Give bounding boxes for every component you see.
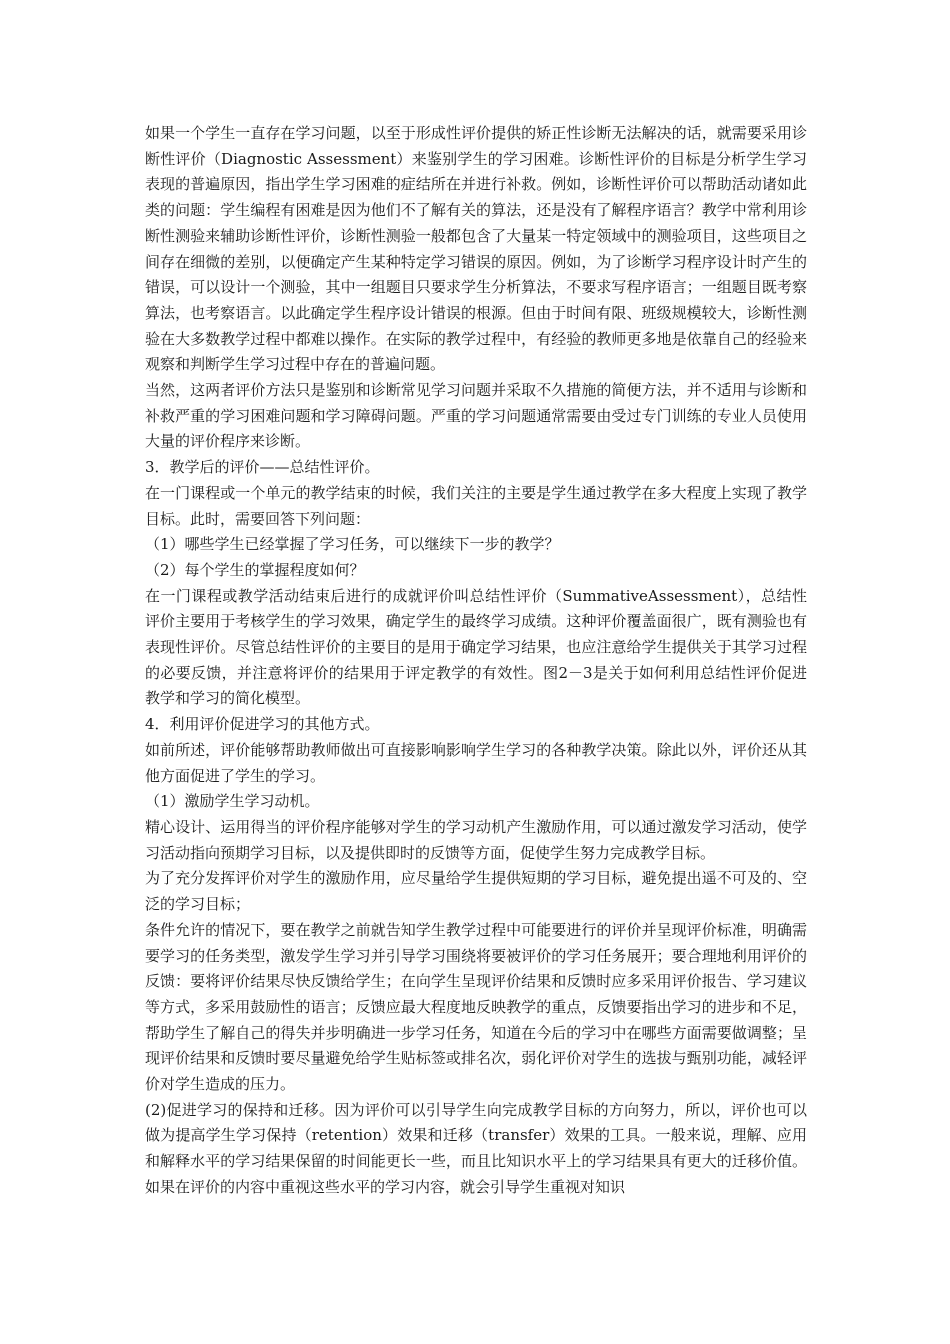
- paragraph-as-mentioned: 如前所述，评价能够帮助教师做出可直接影响影响学生学习的各种教学决策。除此以外，评价还从其他方面促进了学生的学习。: [145, 740, 807, 785]
- paragraph-feedback: 条件允许的情况下，要在教学之前就告知学生教学过程中可能要进行的评价并呈现评价标准，明确需要学习的任务类型，激发学生学习并引导学习围绕将要被评价的学习任务展开；要合理地利用评价的反馈：要将评价结果尽快反馈给学生；在向学生呈现评价结果和反馈时应多采用评价报告、学习建议等方式，多采用鼓励性的语言；反馈应最大程度地反映教学的重点，反馈要指出学习的进步和不足，帮助学生了解自己的得失并步明确进一步学习任务，知道在今后的学习中在哪些方面需要做调整；呈现评价结果和反馈时要尽量避免给学生贴标签或排名次，弱化评价对学生的选拔与甄别功能，减轻评价对学生造成的压力。: [145, 920, 807, 1094]
- question-item-1: （1）哪些学生已经掌握了学习任务，可以继续下一步的教学？: [145, 535, 560, 554]
- document-body: [145, 121, 807, 1201]
- section-heading-summative: 3．教学后的评价——总结性评价。: [145, 458, 380, 477]
- paragraph-course-end: 在一门课程或一个单元的教学结束的时候，我们关注的主要是学生通过教学在多大程度上实现了教学目标。此时，需要回答下列问题：: [145, 483, 807, 528]
- subheading-motivation: （1）激励学生学习动机。: [145, 792, 320, 811]
- paragraph-retention-transfer: (2)促进学习的保持和迁移。因为评价可以引导学生向完成教学目标的方向努力，所以，评价也可以做为提高学生学习保持（retention）效果和迁移（transfer）效果的工具。一般来说，理解、应用和解释水平的学习结果保留的时间能更长一些，而且比知识水平上的学习结果具有更大的迁移价值。如果在评价的内容中重视这些水平的学习内容，就会引导学生重视对知识: [145, 1100, 807, 1196]
- paragraph-summative-assessment: 在一门课程或教学活动结束后进行的成就评价叫总结性评价（SummativeAssessment），总结性评价主要用于考核学生的学习效果，确定学生的最终学习成绩。这种评价覆盖面很广，既有测验也有表现性评价。尽管总结性评价的主要目的是用于确定学习结果，也应注意给学生提供关于其学习过程的必要反馈，并注意将评价的结果用于评定教学的有效性。图2－3是关于如何利用总结性评价促进教学和学习的简化模型。: [145, 586, 807, 708]
- question-item-2: （2）每个学生的掌握程度如何？: [145, 560, 365, 579]
- paragraph-motivation-detail: 精心设计、运用得当的评价程序能够对学生的学习动机产生激励作用，可以通过激发学习活动，使学习活动指向预期学习目标，以及提供即时的反馈等方面，促使学生努力完成教学目标。: [145, 817, 807, 862]
- section-heading-other-ways: 4．利用评价促进学习的其他方式。: [145, 715, 380, 734]
- paragraph-diagnostic-assessment: 如果一个学生一直存在学习问题，以至于形成性评价提供的矫正性诊断无法解决的话，就需要采用诊断性评价（Diagnostic Assessment）来鉴别学生的学习困难。诊断性评价的目标是分析学生学习表现的普遍原因，指出学生学习困难的症结所在并进行补救。例如，诊断性评价可以帮助活动诸如此类的问题：学生编程有困难是因为他们不了解有关的算法，还是没有了解程序语言？教学中常利用诊断性测验来辅助诊断性评价，诊断性测验一般都包含了大量某一特定领域中的测验项目，这些项目之间存在细微的差别，以便确定产生某种特定学习错误的原因。例如，为了诊断学习程序设计时产生的错误，可以设计一个测验，其中一组题目只要求学生分析算法，不要求写程序语言；一组题目既考察算法，也考察语言。以此确定学生程序设计错误的根源。但由于时间有限、班级规模较大，诊断性测验在大多数教学过程中都难以操作。在实际的教学过程中，有经验的教师更多地是依靠自己的经验来观察和判断学生学习过程中存在的普遍问题。: [145, 124, 807, 374]
- paragraph-simple-methods: 当然，这两者评价方法只是鉴别和诊断常见学习问题并采取不久措施的简便方法，并不适用与诊断和补救严重的学习困难问题和学习障碍问题。严重的学习问题通常需要由受过专门训练的专业人员使用大量的评价程序来诊断。: [145, 381, 807, 451]
- paragraph-short-term-goals: 为了充分发挥评价对学生的激励作用，应尽量给学生提供短期的学习目标，避免提出遥不可及的、空泛的学习目标；: [145, 869, 807, 914]
